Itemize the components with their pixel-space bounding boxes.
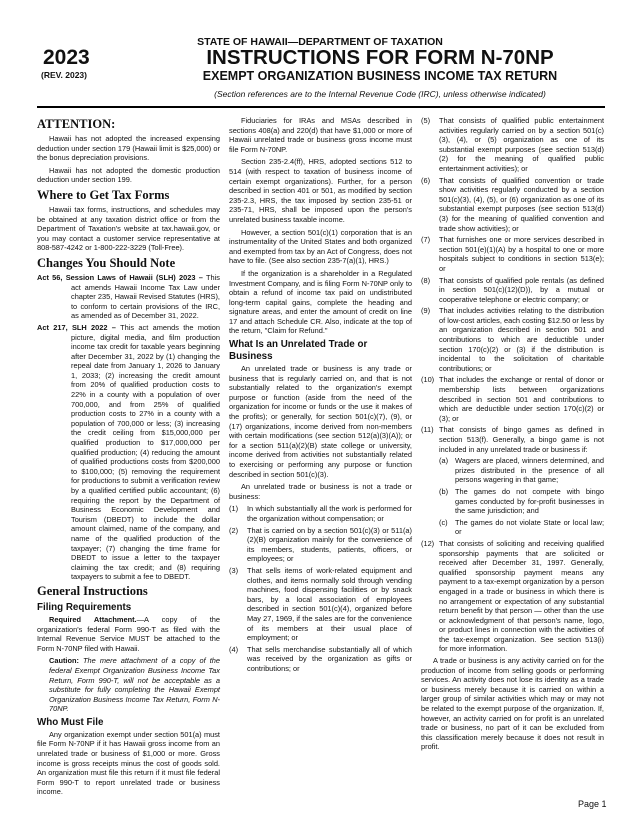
section-reference-note: (Section references are to the Internal Revenue Code (IRC), unless otherwise indicated) — [214, 89, 546, 99]
page-title: INSTRUCTIONS FOR FORM N-70NP — [206, 46, 554, 69]
tax-forms-heading: Where to Get Tax Forms — [37, 187, 170, 202]
act-56-label: Act 56, Session Laws of Hawaii (SLH) 2023 – — [37, 272, 203, 282]
filing-requirements-heading: Filing Requirements — [37, 601, 132, 613]
list-item: (10) That includes the exchange or rental of donor or membership lists between organizations described in section 501 and contributions to which are deductible under section 170(c)(2) or (3); or — [421, 375, 604, 423]
page-subtitle: EXEMPT ORGANIZATION BUSINESS INCOME TAX RETURN — [202, 69, 558, 83]
general-instructions-heading: General Instructions — [37, 583, 148, 598]
list-item: (11) That consists of bingo games as defined in section 513(f). Generally, a bingo game is not included in any unrelated trade or business if: — [421, 425, 604, 454]
tax-forms-paragraph: Hawaii tax forms, instructions, and schedules may be obtained at any taxation district office or from the Department of Taxation's website at tax.hawaii.gov, or you may contact a customer service representative at 808-587-4242 or 1-800-222-3229 (Toll-Free). — [37, 204, 220, 253]
list-item: (6) That consists of qualified convention or trade show activities regularly conducted by a section 501(c)(3), (4), (5), or (6) organization as one of its substantial exempt purposes (see section 513(d)(3) for the meaning of qualified convention and trade show activities); or — [421, 175, 604, 233]
act-56-entry — [37, 273, 220, 321]
who-must-file-heading: Who Must File — [37, 716, 104, 728]
unrelated-exclusions-intro: An unrelated trade or business is not a trade or business: — [229, 482, 412, 501]
act-217-text: This act amends the motion picture, digital media, and film production income tax credit for taxable years beginning after December 31, 2022 by (1) changing the repeal date from January 1, 2026 to January 1, 2033; (2) increasing the credit amount from 20% of qualified production costs to 22% in a county with a population of over 700,000, and from 25% of qualified production costs to 27% in a county with a population of 700,000 or less; (3) increasing the credit ceiling from $15,000,000 per qualified production to $17,000,000 per qualified production; (4) reducing the amount of qualified productions costs from $200,000 to $100,000; (5) removing the requirement for productions to submit a verification review by a qualified certified public accountant; (6) requiring the report by the Department of Business Economic Development and Tourism (DBEDT) to include the dollar amount claimed, name of the company, and name of the qualified production of the taxpayer; (7) changing the time frame for DBEDT to issue a letter to the taxpayer claiming the tax credit; and (8) requiring taxpayers to submit a fee to DBEDT. — [71, 322, 221, 582]
unrelated-business-heading: What Is an Unrelated Trade or Business — [229, 339, 368, 363]
section-235-paragraph: Section 235-2.4(ff), HRS, adopted sections 512 to 514 (with respect to taxation of business income of certain exempt organizations). Further, for a person described in section 401 or 501, as modified by section 235-2.3, HRS, the tax imposed by section 235-51 or 235-71, HRS, shall be imposed upon the person's unrelated business taxable income. — [229, 157, 412, 224]
changes-heading: Changes You Should Note — [37, 255, 176, 270]
required-attachment-text: —A copy of the organization's federal Form 990-T as filed with the Internal Revenue Service MUST be attached to the Form N-70NP filed with Hawaii. — [37, 614, 220, 653]
list-item: (4) That sells merchandise substantially all of which was received by the organization as gifts or contributions; or — [229, 644, 412, 673]
bingo-condition: (a) Wagers are placed, winners determined, and prizes distributed in the presence of all persons wagering in that game; — [439, 456, 604, 485]
required-attachment-paragraph — [37, 615, 220, 653]
list-item: (12) That consists of soliciting and receiving qualified sponsorship payments that are solicited or received after December 31, 1997. Generally, qualified sponsorship payment means any payment to a tax-exempt organization by a person engaged in a trade or business in which there is no arrangement or expectation of any substantial return benefit by that person — other than the use or acknowledgment of that person's name, logo, or product lines in connection with the activities of the tax-exempt organization. See section 513(i) for more information. — [421, 538, 604, 654]
list-item: (7) That furnishes one or more services described in section 501(e)(1)(A) by a hospital to one or more hospitals subject to conditions in section 513(e); or — [421, 235, 604, 273]
column-2 — [229, 116, 412, 675]
list-item: (2) That is carried on by a section 501(c)(3) or 511(a)(2)(B) organization mainly for the convenience of its members, students, patients, officers, or employees; or — [229, 525, 412, 564]
list-item: (8) That consists of qualified pole rentals (as defined in section 501(c)(12)(D)), by a mutual or cooperative telephone or electric company; or — [421, 275, 604, 304]
list-item: (1) In which substantially all the work is performed for the organization without compensation; or — [229, 504, 412, 523]
header-divider — [37, 106, 605, 108]
caution-text: The mere attachment of a copy of the federal Exempt Organization Business Income Tax Return, Form 990-T, will not be acceptable as a substitute for fully completing the Hawaii Exempt Organization Business Income Tax Return, Form N-70NP. — [49, 656, 220, 714]
caution-note — [49, 656, 220, 714]
list-item: (5) That consists of qualified public entertainment activities regularly carried on by a section 501(c)(3), (4), or (5) organization as one of its substantial exempt purposes (see section 513(d)(2) for the meaning of qualified public entertainment activities); or — [421, 116, 604, 173]
unrelated-definition-paragraph: An unrelated trade or business is any trade or business that is regularly carried on, and that is not substantially related to the organization's exempt purpose or function (aside from the need of the organization for income or funds or the use it makes of the profits); or generally, for section 501(c)(7), (9), or (17) organizations, income derived from non-members with certain modifications (see section 512(a)(3)(A)); or for a section 511(a)(2)(B) state college or university, income derived from activities not substantially related to exercising or performing any purpose or function described in section 501(c)(3). — [229, 364, 412, 479]
bingo-condition: (c) The games do not violate State or local law; or — [439, 517, 604, 537]
act-217-label: Act 217, SLH 2022 – — [37, 322, 116, 332]
trade-business-definition-paragraph: A trade or business is any activity carried on for the production of income from selling goods or performing services. An activity does not lose its identity as a trade or business merely because it is carried on within a larger group of similar activities which may or may not be related to the exempt purpose of the organization. If, however, an activity carried on for profit is an unrelated trade or business, no part of it can be excluded from this classification merely because it does not result in profit. — [421, 656, 604, 752]
bingo-condition: (b) The games do not compete with bingo games conducted by for-profit businesses in the same jurisdiction; and — [439, 486, 604, 516]
list-item: (9) That includes activities relating to the distribution of low-cost articles, each costing $12.50 or less by an organization described in section 501 and contributions to which are deductible under section 170(c)(2) or (3) if the distribution is incidental to the solicitation of charitable contributions; or — [421, 306, 604, 373]
list-item: (3) That sells items of work-related equipment and clothes, and items normally sold through vending machines, food dispensing facilities or by snack bars, by a local association of employees described in section 501(c)(4), organized before May 27, 1969, if the sales are for the convenience of its members at their usual place of employment; or — [229, 565, 412, 643]
fiduciaries-paragraph: Fiduciaries for IRAs and MSAs described in sections 408(a) and 220(d) that have $1,000 or more of Hawaii unrelated trade or business gross income must file Form N-70NP. — [229, 116, 412, 154]
caution-label: Caution: — [49, 656, 79, 666]
revision-label: (REV. 2023) — [41, 70, 87, 80]
agency-name: STATE OF HAWAII—DEPARTMENT OF TAXATION — [197, 36, 443, 48]
required-attachment-label: Required Attachment. — [49, 614, 137, 624]
attention-paragraph: Hawaii has not adopted the increased expensing deduction under section 179 (Hawaii limit is $25,000) or the bonus depreciation provisions. — [37, 134, 220, 163]
tax-year: 2023 — [43, 46, 90, 69]
section-501c1-paragraph: However, a section 501(c)(1) corporation that is an instrumentality of the United States and both organized and exempted from tax by an Act of Congress, does not have to file. (See also section 235-7(a)(1), HRS.) — [229, 227, 412, 266]
regulated-investment-paragraph: If the organization is a shareholder in a Regulated Investment Company, and is filing Form N-70NP only to obtain a refund of income tax paid on undistributed long-term capital gains, complete the heading and signature areas, and enter the amount of credit on line 17 and attach Schedule CR. Also, indicate at the top of the return, "Claim for Refund." — [229, 268, 412, 336]
act-217-entry — [37, 323, 220, 582]
act-56-text: This act amends Hawaii Income Tax Law under chapter 235, Hawaii Revised Statutes (HRS), to conform to certain provisions of the IRC, as amended as of December 31, 2022. — [71, 272, 220, 321]
attention-heading: ATTENTION: — [37, 117, 116, 131]
who-must-file-paragraph: Any organization exempt under section 501(a) must file Form N-70NP if it has Hawaii gross income from an unrelated trade or business of $1,000 or more. Gross income is gross receipts minus the cost of goods sold. An organization must file this return if it must file federal Form 990-T to report unrelated trade or business income. — [37, 729, 220, 797]
page-header — [0, 0, 640, 104]
page-number: Page 1 — [578, 799, 607, 809]
column-1 — [37, 116, 220, 800]
attention-paragraph: Hawaii has not adopted the domestic production deduction under section 199. — [37, 165, 220, 185]
column-3 — [421, 116, 604, 755]
